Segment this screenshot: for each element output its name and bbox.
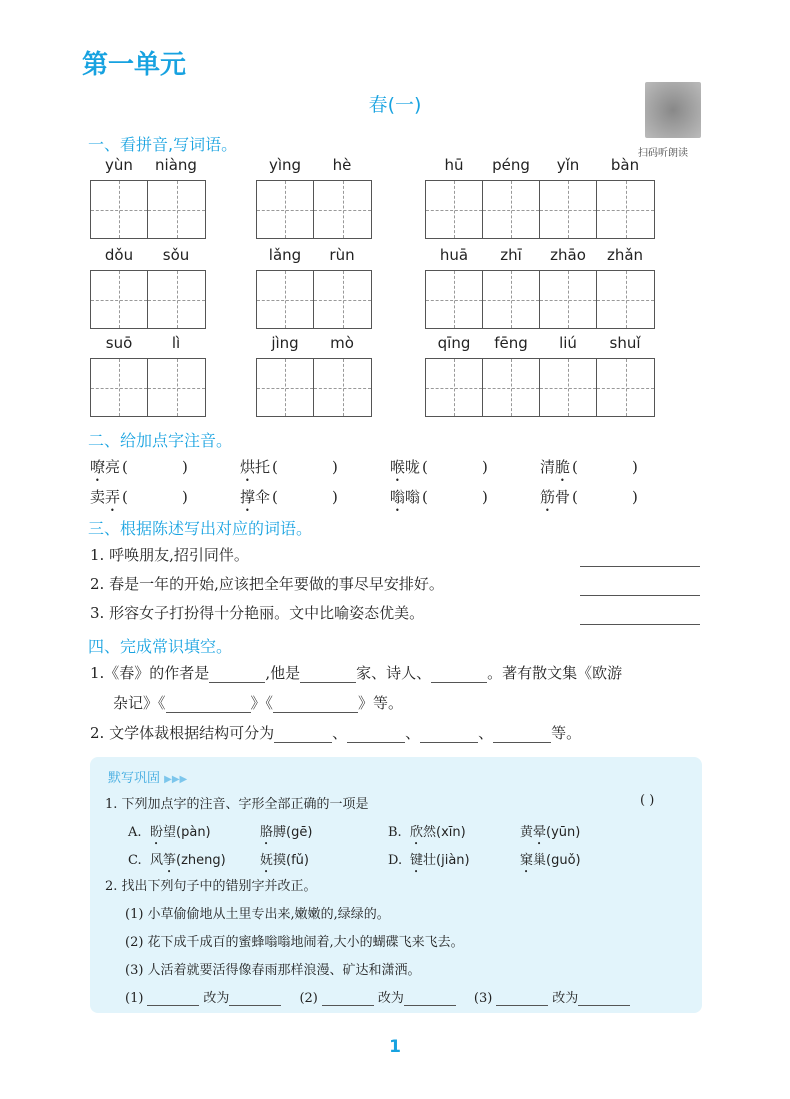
word-char: 窠 xyxy=(520,853,534,868)
word-char: 键 xyxy=(410,853,424,868)
answer-blank[interactable] xyxy=(580,608,700,625)
pinyin-answer-blank[interactable]: ( xyxy=(572,488,578,506)
answer-blank[interactable] xyxy=(209,666,265,683)
pinyin-label: hè xyxy=(332,156,352,174)
pinyin-answer-blank[interactable]: ( xyxy=(122,488,128,506)
text: 等。 xyxy=(551,724,582,742)
option-pinyin: (fǔ) xyxy=(286,853,309,868)
answer-blank[interactable] xyxy=(431,666,487,683)
box-q1: 1. 下列加点字的注音、字形全部正确的一项是 xyxy=(105,797,369,812)
fix-index: (2) xyxy=(299,991,318,1006)
answer-blank[interactable] xyxy=(273,696,358,713)
option-a[interactable] xyxy=(128,821,312,848)
pinyin-label: yǐn xyxy=(556,156,580,174)
writing-cell[interactable] xyxy=(148,359,205,416)
writing-cell[interactable] xyxy=(483,359,540,416)
section4-heading: 四、完成常识填空。 xyxy=(88,637,233,656)
option-pinyin: (xīn) xyxy=(436,825,466,840)
pinyin-answer-blank[interactable]: ( xyxy=(122,458,128,476)
pinyin-label: dǒu xyxy=(104,246,134,264)
section3-heading: 三、根据陈述写出对应的词语。 xyxy=(88,519,313,538)
writing-cell[interactable] xyxy=(257,181,314,238)
pinyin-label: lǎng xyxy=(268,246,302,264)
box-q2: 2. 找出下列句子中的错别字并改正。 xyxy=(105,879,317,894)
answer-blank[interactable] xyxy=(580,550,700,567)
text: 杂记》《 xyxy=(113,694,166,712)
pinyin-label: jìng xyxy=(271,334,299,352)
paren: ) xyxy=(482,458,488,476)
text: 、 xyxy=(478,724,494,742)
word-char: 黄 xyxy=(520,825,534,840)
writing-cell[interactable] xyxy=(314,271,371,328)
word-char: 咙 xyxy=(405,458,421,476)
writing-grid xyxy=(90,358,206,417)
fix-index: (1) xyxy=(125,991,144,1006)
annotate-item xyxy=(390,486,488,515)
option-pinyin: (jiàn) xyxy=(436,853,470,868)
pinyin-label: qīng xyxy=(437,334,471,352)
option-c[interactable] xyxy=(128,849,309,876)
pinyin-label: fēng xyxy=(494,334,528,352)
sentence: (3) 人活着就要活得像春雨那样浪漫、矿达和潇洒。 xyxy=(125,963,421,978)
text: 家、诗人、 xyxy=(356,664,432,682)
pinyin-label: huā xyxy=(439,246,469,264)
writing-cell[interactable] xyxy=(257,359,314,416)
writing-cell[interactable] xyxy=(148,271,205,328)
word-char: 骨 xyxy=(555,488,571,506)
pinyin-label: péng xyxy=(492,156,530,174)
word-char: 嗡 xyxy=(405,488,421,506)
sec3-item: 2. 春是一年的开始,应该把全年要做的事尽早安排好。 xyxy=(90,575,444,593)
page-number: 1 xyxy=(389,1037,401,1057)
pinyin-answer-blank[interactable]: ( xyxy=(572,458,578,476)
pinyin-label: mò xyxy=(330,334,354,352)
text: 1.《春》的作者是 xyxy=(90,664,210,682)
text: ,他是 xyxy=(265,664,301,682)
word-char: 嘹 xyxy=(90,458,106,476)
answer-blank[interactable] xyxy=(300,666,356,683)
correct-char-blank[interactable] xyxy=(404,989,456,1006)
text: 》《 xyxy=(250,694,274,712)
option-label: C. xyxy=(128,853,142,868)
word-char: 摸 xyxy=(273,853,287,868)
paren: ) xyxy=(332,488,338,506)
word-char: 托 xyxy=(255,458,271,476)
writing-cell[interactable] xyxy=(257,271,314,328)
sentence: (2) 花下成千成百的蜜蜂嗡嗡地闹着,大小的蝴碟飞来飞去。 xyxy=(125,935,464,950)
correct-char-blank[interactable] xyxy=(578,989,630,1006)
option-word xyxy=(150,849,260,876)
pinyin-label: lì xyxy=(171,334,181,352)
option-word xyxy=(260,849,309,876)
writing-grid xyxy=(90,270,206,329)
option-pinyin: (gē) xyxy=(286,825,313,840)
pinyin-label: yùn xyxy=(105,156,133,174)
unit-title: 第一单元 xyxy=(82,50,187,80)
option-word xyxy=(150,821,260,848)
box-heading-text: 默写巩固 xyxy=(108,771,161,786)
answer-blank[interactable] xyxy=(493,726,551,743)
word-char: 烘 xyxy=(240,458,256,476)
writing-grid xyxy=(256,358,372,417)
word-char: 弄 xyxy=(105,488,121,506)
pinyin-label: shuǐ xyxy=(609,334,641,352)
writing-cell[interactable] xyxy=(597,359,654,416)
paren: ) xyxy=(482,488,488,506)
annotate-item xyxy=(540,456,638,485)
text: 》等。 xyxy=(358,694,404,712)
writing-cell[interactable] xyxy=(314,181,371,238)
writing-cell[interactable] xyxy=(597,181,654,238)
pinyin-label: liú xyxy=(559,334,577,352)
writing-cell[interactable] xyxy=(91,181,148,238)
text: 。著有散文集《欧游 xyxy=(487,664,623,682)
option-word xyxy=(520,821,580,848)
writing-cell[interactable] xyxy=(148,181,205,238)
annotate-item xyxy=(240,456,338,485)
pinyin-label: hū xyxy=(444,156,464,174)
pinyin-label: yìng xyxy=(268,156,302,174)
answer-blank[interactable] xyxy=(274,726,332,743)
word-char: 壮 xyxy=(423,853,437,868)
writing-cell[interactable] xyxy=(597,271,654,328)
option-pinyin: (zheng) xyxy=(176,853,226,868)
option-d[interactable] xyxy=(388,849,581,876)
section2-heading: 二、给加点字注音。 xyxy=(88,431,233,450)
answer-blank[interactable] xyxy=(347,726,405,743)
correct-char-blank[interactable] xyxy=(229,989,281,1006)
pinyin-label: suō xyxy=(105,334,133,352)
option-word xyxy=(520,849,581,876)
annotate-item xyxy=(90,456,188,485)
pinyin-label: zhāo xyxy=(550,246,586,264)
sentence: (1) 小草偷偷地从土里专出来,嫩嫩的,绿绿的。 xyxy=(125,907,390,922)
word-char: 妩 xyxy=(260,853,274,868)
box-heading xyxy=(108,767,187,786)
pinyin-label: niàng xyxy=(155,156,197,174)
paren: ) xyxy=(632,488,638,506)
word-char: 喉 xyxy=(390,458,406,476)
wrong-char-blank[interactable] xyxy=(147,989,199,1006)
word-char: 膊 xyxy=(273,825,287,840)
fix-index: (3) xyxy=(473,991,493,1006)
word-char: 筋 xyxy=(540,488,556,506)
writing-cell[interactable] xyxy=(540,181,597,238)
section1-heading: 一、看拼音,写词语。 xyxy=(88,135,238,154)
option-label: A. xyxy=(128,825,142,840)
paren: ) xyxy=(182,458,188,476)
word-char: 脆 xyxy=(555,458,571,476)
word-char: 伞 xyxy=(255,488,271,506)
text: 2. 文学体裁根据结构可分为 xyxy=(90,724,275,742)
box-q1-answer[interactable]: ( ) xyxy=(640,793,655,808)
option-pinyin: (guǒ) xyxy=(546,853,581,868)
word-char: 撑 xyxy=(240,488,256,506)
sec4-q2 xyxy=(90,722,581,743)
pinyin-label: zhǎn xyxy=(606,246,644,264)
answer-blank[interactable] xyxy=(420,726,478,743)
annotate-item xyxy=(240,486,338,515)
option-word xyxy=(410,821,520,848)
word-char: 嗡 xyxy=(390,488,406,506)
word-char: 望 xyxy=(163,825,177,840)
writing-grid xyxy=(256,270,372,329)
writing-cell[interactable] xyxy=(483,181,540,238)
option-label: B. xyxy=(388,825,402,840)
dictation-review-box xyxy=(90,757,702,1013)
writing-grid xyxy=(425,358,655,417)
qr-label: 扫码听朗读 xyxy=(638,148,688,159)
writing-cell[interactable] xyxy=(426,359,483,416)
annotate-item xyxy=(90,486,188,515)
sec4-q1-line1 xyxy=(90,662,622,683)
word-char: 盼 xyxy=(150,825,164,840)
word-char: 欣 xyxy=(410,825,424,840)
wrong-char-blank[interactable] xyxy=(496,989,548,1006)
word-char: 亮 xyxy=(105,458,121,476)
fix-word: 改为 xyxy=(552,991,579,1006)
sec4-q1-line2 xyxy=(113,692,403,713)
sec3-item: 1. 呼唤朋友,招引同伴。 xyxy=(90,546,249,564)
pinyin-label: zhī xyxy=(500,246,522,264)
fix-word: 改为 xyxy=(203,991,230,1006)
option-b[interactable] xyxy=(388,821,580,848)
fix-row xyxy=(125,987,630,1006)
paren: ) xyxy=(182,488,188,506)
writing-cell[interactable] xyxy=(91,359,148,416)
writing-cell[interactable] xyxy=(540,271,597,328)
writing-cell[interactable] xyxy=(426,181,483,238)
text: 、 xyxy=(405,724,421,742)
paren: ) xyxy=(332,458,338,476)
option-word xyxy=(410,849,520,876)
word-char: 筝 xyxy=(163,853,177,868)
annotate-item xyxy=(390,456,488,485)
sec3-item: 3. 形容女子打扮得十分艳丽。文中比喻姿态优美。 xyxy=(90,604,425,622)
lesson-title: 春(一) xyxy=(368,94,422,116)
pinyin-answer-blank[interactable]: ( xyxy=(422,458,428,476)
option-word xyxy=(260,821,312,848)
pinyin-label: rùn xyxy=(329,246,355,264)
qr-code[interactable] xyxy=(645,82,701,138)
wrong-char-blank[interactable] xyxy=(322,989,374,1006)
answer-blank[interactable] xyxy=(580,579,700,596)
answer-blank[interactable] xyxy=(166,696,251,713)
text: 、 xyxy=(332,724,348,742)
word-char: 清 xyxy=(540,458,556,476)
option-pinyin: (yūn) xyxy=(546,825,581,840)
writing-grid xyxy=(425,270,655,329)
writing-cell[interactable] xyxy=(314,359,371,416)
pinyin-label: sǒu xyxy=(162,246,190,264)
word-char: 风 xyxy=(150,853,164,868)
pinyin-label: bàn xyxy=(610,156,640,174)
word-char: 巢 xyxy=(533,853,547,868)
writing-cell[interactable] xyxy=(540,359,597,416)
word-char: 晕 xyxy=(533,825,547,840)
writing-cell[interactable] xyxy=(91,271,148,328)
annotate-item xyxy=(540,486,638,515)
pinyin-answer-blank[interactable]: ( xyxy=(272,488,278,506)
pinyin-answer-blank[interactable]: ( xyxy=(272,458,278,476)
word-char: 然 xyxy=(423,825,437,840)
writing-grid xyxy=(90,180,206,239)
writing-cell[interactable] xyxy=(483,271,540,328)
pinyin-answer-blank[interactable]: ( xyxy=(422,488,428,506)
word-char: 胳 xyxy=(260,825,274,840)
writing-cell[interactable] xyxy=(426,271,483,328)
paren: ) xyxy=(632,458,638,476)
option-pinyin: (pàn) xyxy=(176,825,211,840)
writing-grid xyxy=(256,180,372,239)
word-char: 卖 xyxy=(90,488,106,506)
fix-word: 改为 xyxy=(377,991,404,1006)
writing-grid xyxy=(425,180,655,239)
option-label: D. xyxy=(388,853,403,868)
arrows-icon: ▶▶▶ xyxy=(164,774,188,785)
